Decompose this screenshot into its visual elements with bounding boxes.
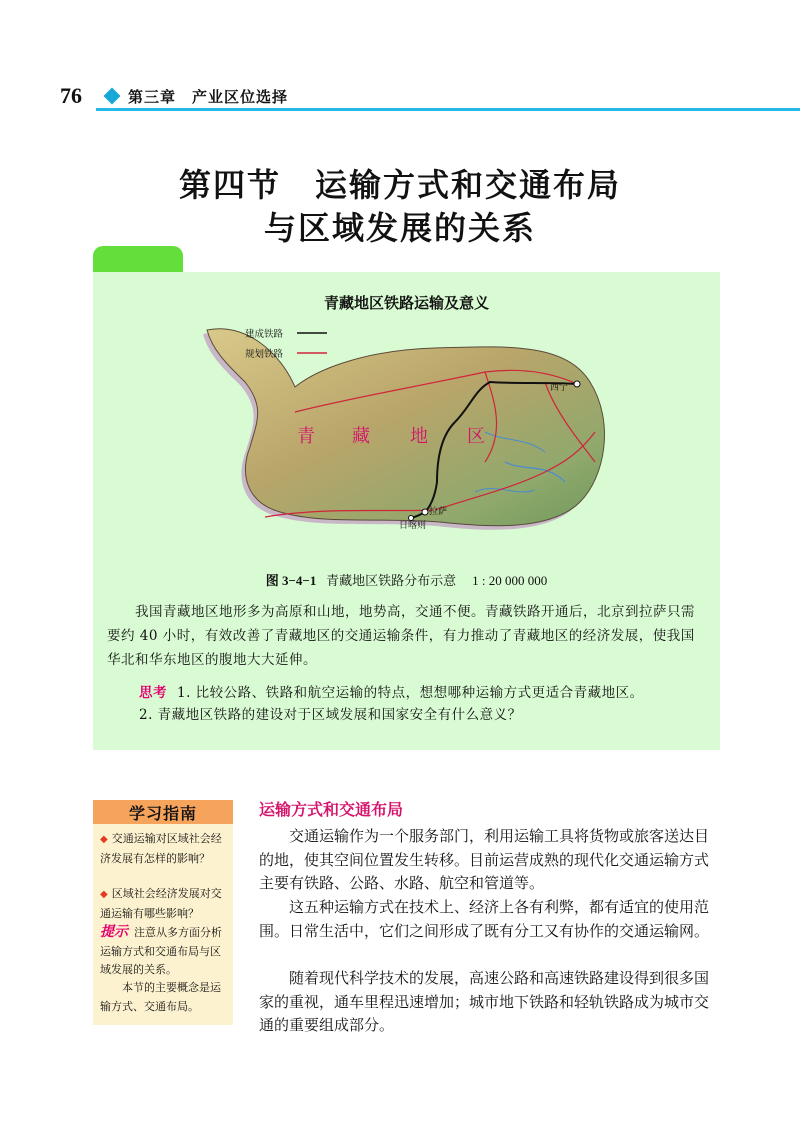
section-title-line2: 与区域发展的关系 [263, 209, 536, 247]
figure-number: 图 3−4−1 [265, 573, 317, 588]
section-title-line1: 第四节 运输方式和交通布局 [178, 166, 621, 204]
case-paragraph: 我国青藏地区地形多为高原和山地，地势高，交通不便。青藏铁路开通后，北京到拉萨只需要约 40 小时，有效改善了青藏地区的交通运输条件，有力推动了青藏地区的经济发展，使我国华北和华东地区的腹地大大延伸。 [107, 604, 695, 668]
guide-item-1-text: 交通运输对区域社会经济发展有怎样的影响？ [100, 832, 222, 865]
figure-scale: 1 : 20 000 000 [472, 573, 548, 588]
xining-marker [574, 381, 580, 387]
diamond-icon: ◆ [100, 889, 108, 900]
diamond-icon [104, 88, 121, 105]
chapter-label: 第三章 产业区位选择 [128, 88, 289, 106]
city-label-lhasa: 拉萨 [429, 507, 448, 517]
study-guide-title: 学习指南 [128, 804, 197, 823]
city-label-xining: 西宁 [550, 383, 569, 393]
region-label-char: 藏 [352, 426, 370, 447]
body-paragraph-3: 随着现代科学技术的发展，高速公路和高速铁路建设得到很多国家的重视，通车里程迅速增加；城市地下铁路和轻轨铁路成为城市交通的重要组成部分。 [259, 969, 710, 1034]
tip-text: 注意从多方面分析运输方式和交通布局与区域发展的关系。 [100, 926, 222, 976]
think-label: 思考 [139, 685, 167, 701]
lhasa-marker [422, 509, 428, 515]
city-label-shigatse: 日喀则 [399, 521, 427, 531]
tip-label: 提示 [100, 924, 128, 940]
legend-planned-label: 规划铁路 [245, 349, 284, 360]
body-paragraph-1: 交通运输作为一个服务部门，利用运输工具将货物或旅客送达目的地，使其空间位置发生转移。目前运营成熟的现代化交通运输方式主要有铁路、公路、水路、航空和管道等。 [259, 827, 710, 892]
think-question-1-text: 1. 比较公路、铁路和航空运输的特点，想想哪种运输方式更适合青藏地区。 [177, 685, 644, 701]
think-question-2: 2. 青藏地区铁路的建设对于区域发展和国家安全有什么意义？ [139, 707, 522, 723]
think-question-1 [139, 682, 644, 704]
guide-concepts: 本节的主要概念是运输方式、交通布局。 [100, 981, 221, 1013]
region-label-char: 区 [467, 426, 485, 447]
map-title: 青藏地区铁路运输及意义 [323, 294, 489, 312]
guide-item-2-text: 区域社会经济发展对交通运输有哪些影响？ [100, 887, 222, 920]
shigatse-marker [409, 516, 414, 521]
qinghai-tibet-map [185, 312, 625, 562]
figure-caption [93, 570, 720, 589]
guide-item-2 [100, 885, 228, 923]
diamond-icon: ◆ [100, 834, 108, 845]
page-number: 76 [60, 83, 82, 108]
guide-item-1 [100, 830, 228, 868]
region-label-char: 地 [410, 426, 428, 447]
guide-tip [100, 923, 228, 980]
legend-built-label: 建成铁路 [245, 329, 284, 340]
figure-title: 青藏地区铁路分布示意 [326, 573, 457, 588]
body-heading: 运输方式和交通布局 [259, 800, 404, 819]
region-label-char: 青 [297, 426, 315, 447]
body-paragraph-2: 这五种运输方式在技术上、经济上各有利弊，都有适宜的使用范围。日常生活中，它们之间形成了既有分工又有协作的交通运输网。 [259, 898, 710, 940]
header-rule [96, 108, 800, 111]
